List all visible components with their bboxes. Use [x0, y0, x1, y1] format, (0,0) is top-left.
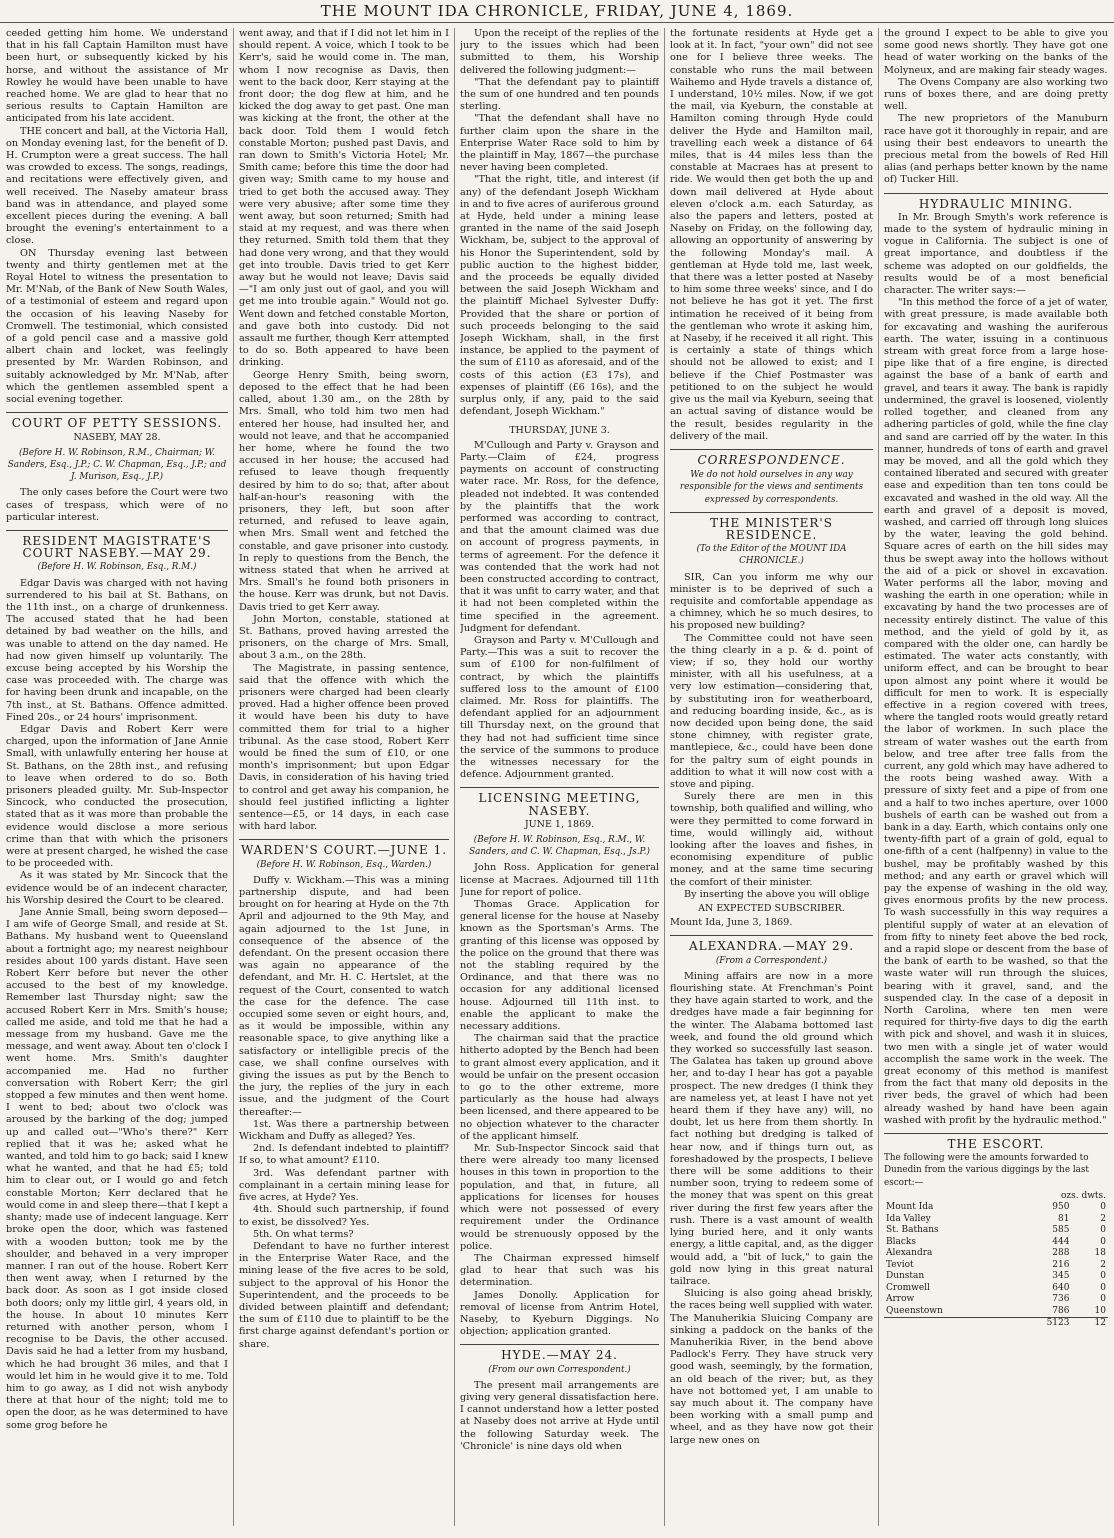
paragraph: In Mr. Brough Smyth's work reference is made to the system of hydraulic mining in vogue in California. The subject is one of great importance, and doubtless if the scheme was adopted on our goldfields, the results would be of a most beneficial character. The writer says:— — [884, 211, 1108, 297]
table-header-row — [884, 1191, 1108, 1203]
paragraph: "That the defendant pay to plaintiff the sum of one hundred and ten pounds sterling. — [460, 76, 659, 113]
paragraph: The Chairman expressed himself glad to hear that such was his determination. — [460, 1252, 659, 1289]
issue: 5th. On what terms? — [253, 1228, 354, 1240]
issue: 2nd. Is defendant indebted to plaintiff? If so, to what amount? £110. — [239, 1143, 449, 1167]
paragraph: The only cases before the Court were two cases of trespass, which were of no particular interest. — [6, 487, 228, 523]
section-bench: (Before H. W. Robinson, R.M., Chairman; W. Sanders, Esq., J.P.; C. W. Chapman, Esq., J.P.; and J. Murison, Esq., J.P.) — [7, 447, 227, 483]
paragraph: SIR, Can you inform me why our minister is to be deprived of such a requisite and comfortable appendage as a chimney, which he so much desires, to his proposed new building? — [670, 571, 873, 632]
paragraph: went away, and that if I did not let him in I should repent. A voice, which I took to be Kerr's, said he would come in. The man, whom I now recognise as Davis, then went to the back door, Kerr staying at the front door; the dog flew at him, and he kicked the dog away to get past. One man was kicking at the front, the other at the back door. Told them I would fetch constable Morton; pushed past Davis, and ran down to Smith's Victoria Hotel; Mr. Smith came; before this time the door had given way; Smith came to my house and tried to get both the accused away. They were very abusive; after some time they went away, but soon returned; Smith had staid at my request, and was there when they returned. Smith told them that they had done very wrong, and that they would get into trouble. Davis tried to get Kerr away but he would not leave; Davis said—"I am only just out of gaol, and you will get me into trouble again." Would not go. Went down and fetched constable Morton, and gave both into custody. Did not assault me further, though Kerr attempted to do so. Both appeared to have been drinking. — [239, 28, 449, 369]
escort-intro: The following were the amounts forwarded to Dunedin from the various diggings by the last escort:— — [884, 1153, 1089, 1188]
paragraph: James Donolly. Application for removal of license from Antrim Hotel, Naseby, to Kyeburn Diggings. No objection; application granted. — [460, 1289, 659, 1338]
section-title: HYDRAULIC MINING. — [884, 193, 1108, 210]
table-row — [884, 1248, 1108, 1260]
escort-dwt: 0 — [1100, 1271, 1106, 1282]
escort-dwt: 18 — [1094, 1248, 1106, 1259]
section-title: LICENSING MEETING, NASEBY. — [460, 787, 659, 816]
paragraph: Grayson and Party v. M'Cullough and Party.—This was a suit to recover the sum of £100 for non-fulfilment of contract, by which the plaintiffs suffered loss to the amount of £100 claimed. Mr. Ross for plaintiffs. The defendant applied for an adjournment till Thursday next, on the ground that they had not had sufficient time since the service of the summons to produce the witnesses necessary for the defence. Adjournment granted. — [460, 634, 659, 781]
total-dwt: 12 — [1071, 1318, 1108, 1330]
issue: 3rd. Was defendant partner with complainant in a certain mining lease for five acres, at Hyde? Yes. — [239, 1167, 449, 1204]
escort-oz: 950 — [1052, 1202, 1070, 1213]
paragraph: "That the defendant shall have no further claim upon the share in the Enterprise Water Race sold to him by the plaintiff in May, 1867—the purchase never having been completed. — [460, 113, 659, 174]
paragraph: Mr. Sub-Inspector Sincock said that there were already too many licensed houses in this town in proportion to the population, and that, in future, all applications for licenses for houses which were not possessed of every requirement under the Ordinance would be strenuously opposed by the police. — [460, 1143, 659, 1252]
escort-place: Queenstown — [886, 1305, 943, 1316]
issue: 4th. Should such partnership, if found to exist, be dissolved? Yes. — [239, 1204, 449, 1228]
escort-place: Arrow — [886, 1294, 915, 1305]
escort-place: Teviot — [886, 1259, 914, 1270]
section-title: THE ESCORT. — [884, 1133, 1108, 1150]
paragraph: Edgar Davis was charged with not having surrendered to his bail at St. Bathans, on the 11th inst., on a charge of drunkenness. The accused stated that he had been detained by bad weather on the hills, and was unable to attend on the day named. He had now given himself up voluntarily. The excuse being accepted by his Worship the case was proceeded with. The charge was for having been drunk and incapable, on the 7th inst., at St. Bathans. Offence admitted. Fined 20s., or 24 hours' imprisonment. — [6, 577, 228, 723]
signature: AN EXPECTED SUBSCRIBER. — [698, 903, 845, 915]
column-rule — [664, 28, 665, 1526]
escort-oz: 736 — [1052, 1294, 1070, 1305]
paragraph: the fortunate residents at Hyde get a look at it. In fact, "your own" did not see one for I believe three weeks. The constable who runs the mail between Waihemo and Hyde travels a distance of, I understand, 10½ miles. Now, if we got the mail, via Kyeburn, the constable at Hamilton coming through Hyde could deliver the Hyde and Hamilton mail, travelling each week a distance of 64 miles, that is 44 miles less than the constable at Macraes has at present to ride. We would then get both the up and down mail delivered at Hyde about eleven o'clock a.m. each Saturday, as also the papers and letters, posted at Naseby on Friday, on the following day, allowing an opportunity of answering by the following Monday's mail. A gentleman at Hyde told me, last week, that there was a letter posted at Naseby to him some three weeks' since, and I do not believe he has got it yet. The first intimation he received of it being from the gentleman who wrote it asking him, at Naseby, if he received it all right. This is certainly a state of things which should not be allowed to exist; and I believe if the Chief Postmaster was petitioned to on the subject he would give us the mail via Kyeburn, seeing that an actual saving of distance would be the result, besides regularity in the delivery of the mail. — [670, 28, 873, 442]
table-row — [884, 1294, 1108, 1306]
paragraph: Sluicing is also going ahead briskly, the races being well supplied with water. The Manuherikia Sluicing Company are sinking a paddock on the banks of the Manuherikia River, in the bend above Padlock's Ferry. They have struck very good wash, seemingly, by the formation, an old beach of the river; but, as they have not bottomed yet, I am unable to say much about it. The company have been working with a small pump and wheel, and as they have now got their large new ones on — [670, 1288, 873, 1446]
section-date: JUNE 1, 1869. — [524, 818, 595, 830]
column-1 — [6, 28, 228, 1528]
total-row — [884, 1318, 1108, 1330]
escort-oz: 345 — [1052, 1271, 1070, 1282]
paragraph: Mining affairs are now in a more flourishing state. At Frenchman's Point they have again started to work, and the dredges have made a fair beginning for the winter. The Alabama bottomed last week, and found the old ground which they worked so successfully last season. The Galatea has taken up ground above her, and to-day I hear has got a payable prospect. The new dredges (I think they are nameless yet, at least I have not yet heard them if they have any) will, no doubt, let us here from them shortly. In fact nothing but dredging is talked of hear now, and if things turn out, as foreshadowed by the prospects, I believe there will be some additions to their number soon, trying to redeem some of the money that was spent on this great river during the first few years after the rush. There is a vast amount of wealth lying buried here, and it only wants energy, a little capital, and, as the digger would add, a "bit of luck," to gain the gold now lying in this great natural tailrace. — [670, 970, 873, 1287]
paragraph: THE concert and ball, at the Victoria Hall, on Monday evening last, for the benefit of D. H. Crumpton were a great success. The hall was crowded to excess. The songs, readings, and recitations were effectively given, and well received. The Naseby amateur brass band was in attendance, and played some excellent pieces during the evening. A ball brought the evening's entertainment to a close. — [6, 125, 228, 247]
column-3 — [460, 28, 659, 1528]
paragraph: The Ovens Company are also working two runs of boxes there, and are doing pretty well. — [884, 76, 1108, 113]
masthead: THE MOUNT IDA CHRONICLE, FRIDAY, JUNE 4, 1869. — [0, 0, 1114, 23]
section-title: ALEXANDRA.—MAY 29. — [670, 935, 873, 952]
table-row — [884, 1237, 1108, 1249]
escort-place: Ida Valley — [886, 1213, 931, 1224]
paragraph: John Morton, constable, stationed at St. Bathans, proved having arrested the prisoners, on the charge of Mrs. Small, about 3 a.m., on the 28th. — [239, 613, 449, 662]
escort-place: Blacks — [886, 1236, 916, 1247]
paragraph: ON Thursday evening last between twenty and thirty gentlemen met at the Royal Hotel to witness the presentation to Mr. M'Nab, of the Bank of New South Wales, of a testimonial of esteem and regard upon the occasion of his leaving Naseby for Cromwell. The testimonial, which consisted of a gold pencil case and a massive gold albert chain and locket, was feelingly presented by Mr. Warden Robinson, and suitably acknowledged by Mr. M'Nab, after which the gentlemen assembled spent a social evening together. — [6, 247, 228, 406]
section-subtitle: (To the Editor of the MOUNT IDA CHRONICLE.) — [696, 544, 847, 567]
paragraph: Upon the receipt of the replies of the jury to the issues which had been submitted to them, his Worship delivered the following judgment:— — [460, 28, 659, 76]
paragraph: The new proprietors of the Manuburn race have got it thoroughly in repair, and are using their best endeavors to unearth the precious metal from the bowels of Red Hill alias (and perhaps better known by the name of) Tucker Hill. — [884, 113, 1108, 186]
escort-dwt: 0 — [1100, 1236, 1106, 1247]
table-row — [884, 1260, 1108, 1272]
escort-dwt: 2 — [1100, 1259, 1106, 1270]
table-row — [884, 1271, 1108, 1283]
escort-oz: 585 — [1052, 1225, 1070, 1236]
paragraph: Edgar Davis and Robert Kerr were charged, upon the information of Jane Annie Small, with unlawfully entering her house at St. Bathans, on the 28th inst., and refusing to leave when ordered to do so. Both prisoners pleaded guilty. Mr. Sub-Inspector Sincock, who conducted the prosecution, stated that as it was more than probable the evidence would disclose a more serious crime than that with which the prisoners were at present charged, he wished the case to be proceeded with. — [6, 723, 228, 870]
paragraph: the ground I expect to be able to give you some good news shortly. They have got one head of water working on the banks of the Molyneux, and are making fair steady wages. — [884, 28, 1108, 76]
escort-place: Alexandra — [886, 1248, 933, 1259]
paragraph: John Ross. Application for general license at Macraes. Adjourned till 11th June for report of police. — [460, 862, 659, 898]
paragraph: Duffy v. Wickham.—This was a mining partnership dispute, and had been brought on for hearing at Hyde on the 7th April and adjourned to the 9th May, and again adjourned to the 1st June, in consequence of the absence of the defendant. On the present occasion there was again no appearance of the defendant, and Mr. H. C. Hertslet, at the request of the Court, consented to watch the case for the defence. The case occupied some seven or eight hours, and, as it would be impossible, within any reasonable space, to give anything like a satisfactory or intelligible precis of the case, we shall confine ourselves with giving the issues as put by the Bench to the jury, the replies of the jury in each issue, and the judgment of the Court thereafter:— — [239, 874, 449, 1118]
section-bench: (Before H. W. Robinson, Esq., R.M.) — [37, 562, 197, 573]
total-oz: 5123 — [1008, 1318, 1072, 1330]
section-title: CORRESPONDENCE. — [670, 449, 873, 466]
escort-dwt: 0 — [1100, 1282, 1106, 1293]
paragraph: Defendant to have no further interest in the Enterprise Water Race, and the mining lease of the five acres to be sold, subject to the approval of his Honor the Superintendent, and the proceeds to be divided between plaintiff and defendant; the sum of £110 due to plaintiff to be the first charge against defendant's portion or share. — [239, 1240, 449, 1350]
escort-oz: 640 — [1052, 1282, 1070, 1293]
escort-dwt: 2 — [1100, 1213, 1106, 1224]
column-rule — [878, 28, 879, 1526]
escort-oz: 786 — [1052, 1305, 1070, 1316]
escort-oz: 81 — [1058, 1213, 1070, 1224]
escort-table — [884, 1191, 1108, 1330]
escort-oz: 288 — [1052, 1248, 1070, 1259]
escort-dwt: 0 — [1100, 1202, 1106, 1213]
paragraph: Jane Annie Small, being sworn deposed—I am wife of George Small, and reside at St. Bathans. My husband went to Queensland about a fortnight ago; my nearest neighbour resides about 100 yards distant. Have seen Robert Kerr before but never the other accused to the best of my knowledge. Remember last Thursday night; saw the accused Robert Kerr in Mrs. Smith's house; called me aside, and told me that he had a message from my husband. Gave me the message, and went away. About ten o'clock I went home. Mrs. Smith's daughter accompanied me. Had no further conversation with Robert Kerr; the girl stopped a few minutes and then went home. I went to bed; about two o'clock was aroused by the barking of the dog; jumped up and called out—"Who's there?" Kerr replied that it was he; asked what he wanted, and told him to go back; said I knew what he wanted, and that he had £5; told him to clear out, or I would go and fetch constable Morton; Kerr declared that he would come in and sleep there—that I kept a shanty; made use of indecent language. Kerr broke open the door, which was fastened with a wooden button; took me by the shoulder, and behaved in a very improper manner. I ran out of the house. Robert Kerr then went away, when I returned by the back door. As soon as I got inside closed both doors; only my little girl, 4 years old, in the house. In about 10 minutes Kerr returned with another person, whom I recognise to be Davis, the other accused. Davis said he had a letter from my husband, which he had brought 36 miles, and that I would let him in he would give it to me. Told him to go away, as I did not wish anybody there at that hour of the night; told me to open the door, as he was determined to have some grog before he — [6, 907, 228, 1431]
paragraph: M'Cullough and Party v. Grayson and Party.—Claim of £24, progress payments on account of constructing water race. Mr. Ross, for the defence, pleaded not indebted. It was contended by the plaintiffs that the work performed was according to contract, and that the amount claimed was due on account of progress payments, in terms of agreement. For the defence it was contended that the work had not been constructed according to contract, that it was unfit to carry water, and that it had not been completed within the time specified in the agreement. Judgment for defendant. — [460, 439, 659, 634]
section-date: THURSDAY, JUNE 3. — [509, 424, 610, 436]
paragraph: By inserting the above you will oblige — [684, 888, 870, 900]
escort-place: Dunstan — [886, 1271, 925, 1282]
paragraph: The present mail arrangements are giving very general dissatisfaction here. I cannot understand how a letter posted at Naseby does not arrive at Hyde until the following Saturday week. The 'Chronicle' is nine days old when — [460, 1379, 659, 1452]
paragraph: Surely there are men in this township, both qualified and willing, who were they permitted to come forward in time, would willingly aid, without looking after the loaves and fishes, in economising expenditure of public money, and at the same time securing the comfort of their minister. — [670, 791, 873, 888]
paragraph: "That the right, title, and interest (if any) of the defendant Joseph Wickham in and to five acres of auriferous ground at Hyde, held under a mining lease granted in the name of the said Joseph Wickham, be, subject to the approval of his Honor the Superintendent, sold by public auction to the highest bidder, and the proceeds be equally divided between the said Joseph Wickham and the plaintiff Michael Sylvester Duffy: Provided that the share or portion of such proceeds belonging to the said Joseph Wickham, shall, in the first instance, be applied to the payment of the sum of £110 as aforesaid, and of the costs of this action (£3 17s), and expenses of plaintiff (£6 16s), and the surplus only, if any, paid to the said defendant, Joseph Wickham." — [460, 174, 659, 418]
section-title: COURT OF PETTY SESSIONS. — [6, 412, 228, 429]
column-rule — [233, 28, 234, 1526]
escort-oz: 216 — [1052, 1259, 1070, 1270]
paragraph: As it was stated by Mr. Sincock that the evidence would be of an indecent character, his Worship desired the Court to be cleared. — [6, 870, 228, 906]
paragraph: The Committee could not have seen the thing clearly in a p. & d. point of view; if so, they hold our worthy minister, with all his usefulness, at a very low estimation—considering that, by substituting iron for weatherboard, and reducing boarding inside, &c., as is now decided upon being done, the said stone chimney, with register grate, mantlepiece, &c., could have been done for the paltry sum of eight pounds in addition to what it will now cost with a stove and piping. — [670, 632, 873, 790]
column-2 — [239, 28, 449, 1528]
column-4 — [670, 28, 873, 1528]
table-row — [884, 1214, 1108, 1226]
paragraph: George Henry Smith, being sworn, deposed to the effect that he had been called, about 1.30 am., on the 28th by Mrs. Small, who told him two men had entered her house, had insulted her, and would not leave, and that he accompanied her home, where he found the two accused in her house; the accused had refused to leave though frequently desired by him to do so; that, after about half-an-hour's reasoning with the prisoners, they left, but soon after returned, and refused to leave again, when Mrs. Small went and fetched the constable, and gave prisoner into custody. In reply to questions from the Bench, the witness stated that when he arrived at Mrs. Small's he found both prisoners in the house. Kerr was drunk, but not Davis. Davis tried to get Kerr away. — [239, 369, 449, 613]
escort-dwt: 0 — [1100, 1294, 1106, 1305]
table-row — [884, 1306, 1108, 1318]
section-subtitle: (From a Correspondent.) — [715, 955, 828, 966]
section-title: WARDEN'S COURT.—JUNE 1. — [239, 839, 449, 856]
escort-place: Mount Ida — [886, 1202, 934, 1213]
paragraph: ceeded getting him home. We understand that in his fall Captain Hamilton must have been hurt, or subsequently kicked by his horse, and without the assistance of Mr Rowley he would have been unable to have reached home. We are glad to hear that no serious results to Captain Hamilton are anticipated from his late accident. — [6, 28, 228, 125]
section-title: RESIDENT MAGISTRATE'S COURT NASEBY.—MAY 29. — [6, 530, 228, 559]
section-bench: (Before H. W. Robinson, Esq., R.M., W. Sanders, and C. W. Chapman, Esq., Js.P.) — [469, 835, 650, 858]
section-title: HYDE.—MAY 24. — [460, 1344, 659, 1361]
unit-header: ozs. dwts. — [1060, 1190, 1106, 1201]
escort-dwt: 10 — [1094, 1305, 1106, 1316]
paragraph: The chairman said that the practice hitherto adopted by the Bench had been to grant almost every application, and it would be unfair on the present occasion to go to the other extreme, more particularly as the house had always been licensed, and there appeared to be no objection whatever to the character of the applicant himself. — [460, 1033, 659, 1142]
escort-place: St. Bathans — [886, 1225, 939, 1236]
issue: 1st. Was there a partnership between Wickham and Duffy as alleged? Yes. — [239, 1118, 449, 1143]
paragraph: "In this method the force of a jet of water, with great pressure, is made available both for excavating and washing the auriferous earth. The water, issuing in a continuous stream with great force from a large hose-pipe like that of a fire engine, is directed against the base of a bank of earth and gravel, and tears it away. The bank is rapidly undermined, the gravel is loosened, violently rolled together, and cleaned from any adhering particles of gold, while the fine clay and sand are carried off by the water. In this manner, hundreds of tons of earth and gravel may be moved, and all the gold which they contained liberated and secured with greater ease and expedition than ten tons could be excavated and washed in the old way. All the earth and gravel of a deposit is moved, washed, and carried off through long sluices by the water, leaving the gold behind. Square acres of earth on the hill sides may thus be swept away into the hollows without the aid of a pick or shovel in excavation. Water performs all the labor, moving and washing the earth in one operation; while in excavating by hand the two processes are of necessity entirely distinct. The value of this method, and the yield of gold by it, as compared with the older one, can hardly be estimated. The water acts constantly, with uniform effect, and can be brought to bear upon almost any point where it would be difficult for men to work. It is especially effective in a region covered with trees, where the tangled roots would greatly retard the labor of workmen. In such place the stream of water washes out the earth from below, and tree after tree falls from the current, any gold which may have adhered to the roots being washed away. With a pressure of sixty feet and a pipe of from one and a half to two inches aperture, over 1000 bushels of earth can be washed out from a bank in a day. Earth, which contains only one twenty-fifth part of a grain of gold, equal to one-fifth of a cent (halfpenny) in value to the bushel, may be profitably washed by this method; and any earth or gravel which will pay the expense of washing in the old way, gives enormous profits by the new process. To wash successfully in this way requires a plentiful supply of water at an elevation of from fifty to ninety feet above the bed rock, and a rapid slope or descent from the base of the bank of earth to be washed, so that the waste water will run through the sluices, bearing with it gravel, sand, and the suspended clay. In the case of a deposit in North Carolina, where ten men were required for thirty-five days to dig the earth with pick and shovel, and wash it in sluices, two men with a single jet of water would accomplish the same work in the week. The great economy of this method is manifest from the fact that many old deposits in the river beds, the gravel of which had been already washed by hand have been again washed with profit by the hydraulic method." — [884, 297, 1108, 1126]
paragraph: Thomas Grace. Application for general license for the house at Naseby known as the Sportsman's Arms. The granting of this license was opposed by the police on the ground that there was not the stabling required by the Ordinance, and that there was no occasion for any additional licensed house. Adjourned till 11th inst. to enable the applicant to make the necessary additions. — [460, 899, 659, 1033]
escort-place: Cromwell — [886, 1282, 930, 1293]
section-bench: (Before H. W. Robinson, Esq., Warden.) — [256, 859, 432, 870]
escort-dwt: 0 — [1100, 1225, 1106, 1236]
section-subtitle: (From our own Correspondent.) — [488, 1364, 631, 1375]
paragraph: The Magistrate, in passing sentence, said that the offence with which the prisoners were charged had been clearly proved. Had a higher offence been proved it would have been his duty to have committed them for trial to a higher tribunal. As the case stood, Robert Kerr would be fined the sum of £10, or one month's imprisonment; but upon Edgar Davis, in consideration of his having tried to control and get away his companion, he should feel justified inflicting a lighter sentence—£5, or 14 days, in each case with hard labor. — [239, 662, 449, 833]
disclaimer: We do not hold ourselves in any way responsible for the views and sentiments expressed by correspondents. — [679, 470, 864, 505]
section-title: THE MINISTER'S RESIDENCE. — [670, 512, 873, 541]
column-5 — [884, 28, 1108, 1528]
column-rule — [454, 28, 455, 1526]
table-row — [884, 1283, 1108, 1295]
section-date: NASEBY, MAY 28. — [73, 431, 161, 443]
dateline: Mount Ida, June 3, 1869. — [670, 917, 793, 929]
table-row — [884, 1202, 1108, 1214]
table-row — [884, 1225, 1108, 1237]
escort-oz: 444 — [1052, 1236, 1070, 1247]
